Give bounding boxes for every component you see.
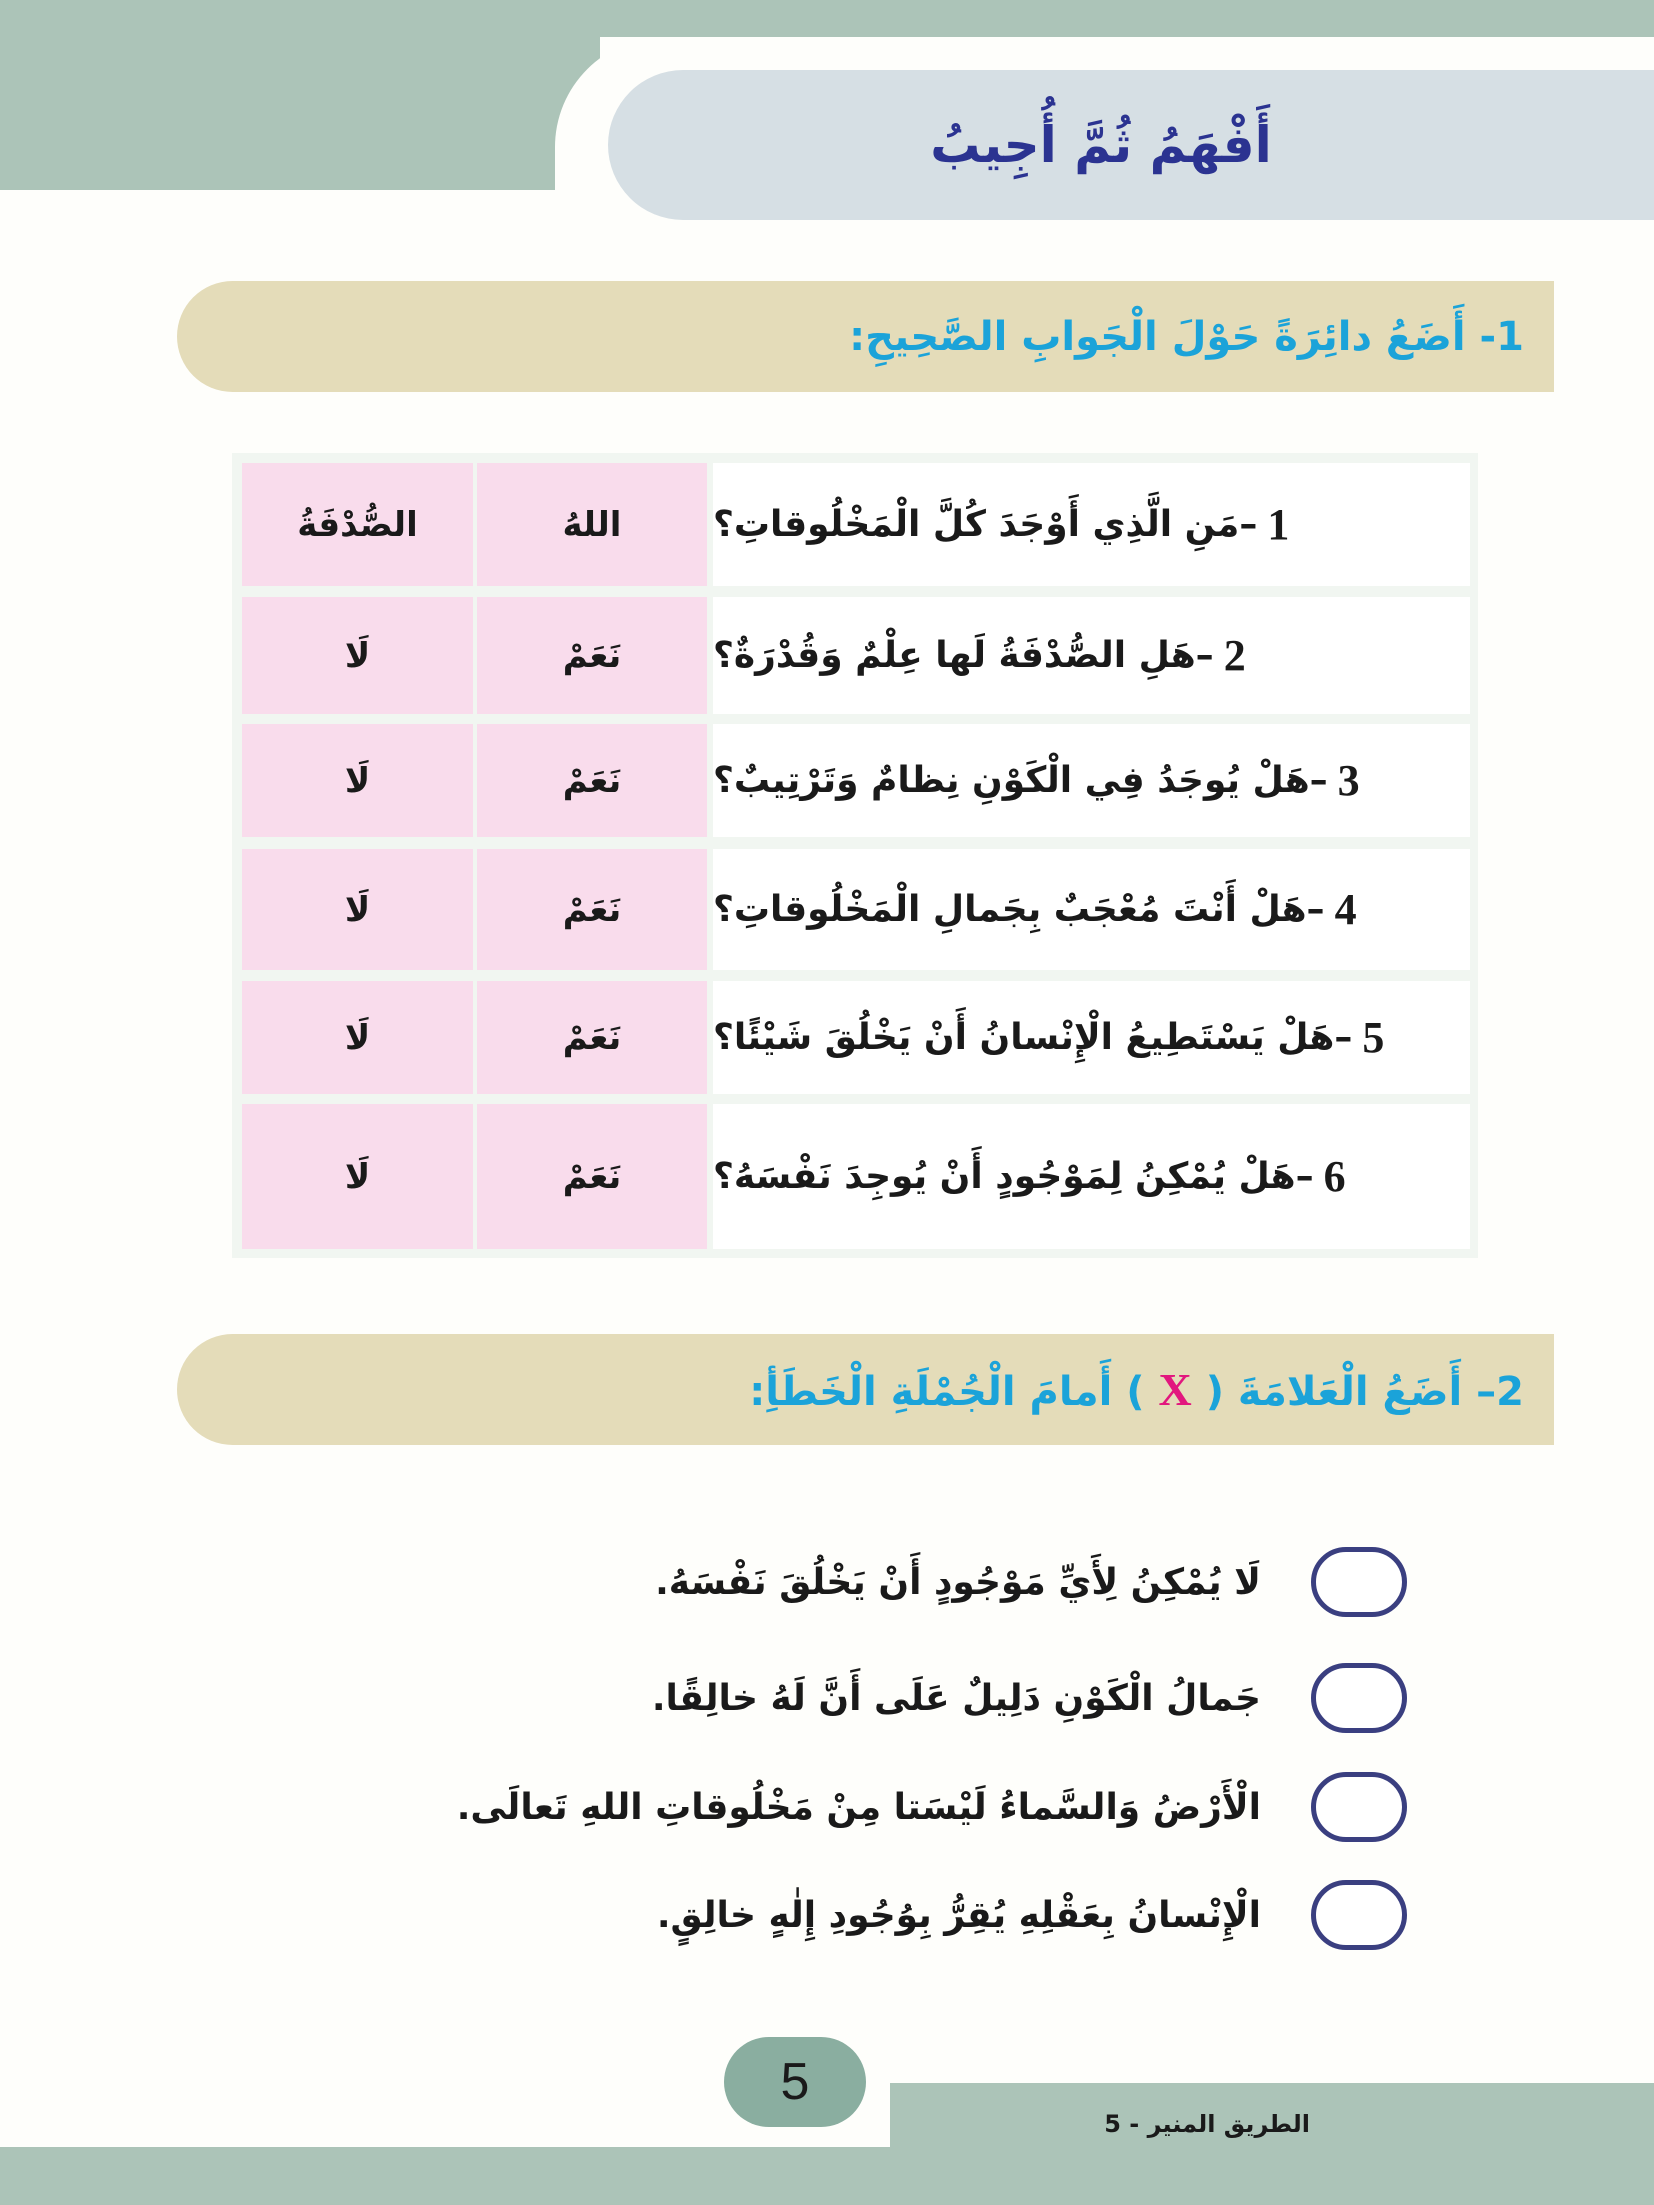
section2-number: 2– xyxy=(1476,1369,1524,1415)
question-number: 5 xyxy=(1362,1013,1385,1062)
page-title: أَفْهَمُ ثُمَّ أُجِيبُ xyxy=(930,116,1272,174)
section1-header-band xyxy=(177,281,1554,392)
section1-instruction-text: أَضَعُ دائِرَةً حَوْلَ الْجَوابِ الصَّحِيحِ: xyxy=(849,313,1466,360)
option-a-cell[interactable]: نَعَمْ xyxy=(477,849,707,970)
table-row xyxy=(242,724,1470,837)
statement-text: جَمالُ الْكَوْنِ دَلِيلٌ عَلَى أَنَّ لَهُ خالِقًا. xyxy=(651,1677,1261,1719)
option-a-cell[interactable]: نَعَمْ xyxy=(477,981,707,1094)
section2-instruction xyxy=(749,1363,1524,1416)
option-a-cell[interactable]: نَعَمْ xyxy=(477,1104,707,1249)
question-number: 6 xyxy=(1323,1152,1346,1201)
statement-text: الْأَرْضُ وَالسَّماءُ لَيْسَتا مِنْ مَخْلُوقاتِ اللهِ تَعالَى. xyxy=(456,1786,1261,1828)
option-b-cell[interactable]: لَا xyxy=(242,849,473,970)
statement-item xyxy=(400,1880,1407,1950)
table-row xyxy=(242,981,1470,1094)
book-title: الطريق المنير - 5 xyxy=(1104,2110,1310,2138)
option-b-cell[interactable]: لَا xyxy=(242,724,473,837)
question-cell xyxy=(713,463,1470,586)
question-text: –مَنِ الَّذِي أَوْجَدَ كُلَّ الْمَخْلُوقاتِ؟ xyxy=(713,504,1258,545)
table-row xyxy=(242,1104,1470,1249)
table-row xyxy=(242,597,1470,714)
question-text: –هَلِ الصُّدْفَةُ لَها عِلْمٌ وَقُدْرَةٌ؟ xyxy=(713,635,1214,676)
option-a-cell[interactable]: اللهُ xyxy=(477,463,707,586)
footer-band xyxy=(0,2147,1654,2205)
page-number-badge xyxy=(724,2037,866,2127)
question-cell xyxy=(713,1104,1470,1249)
question-text: –هَلْ يَسْتَطِيعُ الْإِنْسانُ أَنْ يَخْلُقَ شَيْئًا؟ xyxy=(713,1017,1353,1058)
question-cell xyxy=(713,597,1470,714)
section2-instruction-before: أَضَعُ الْعَلامَةَ ( xyxy=(1205,1369,1463,1415)
statement-item xyxy=(400,1547,1407,1617)
option-b-cell[interactable]: الصُّدْفَةُ xyxy=(242,463,473,586)
table-row xyxy=(242,463,1470,586)
section2-instruction-after: ) أَمامَ الْجُمْلَةِ الْخَطَأِ: xyxy=(749,1369,1145,1415)
header-title-pill xyxy=(608,70,1654,220)
statement-item xyxy=(400,1772,1407,1842)
question-number: 2 xyxy=(1223,631,1246,680)
question-number: 1 xyxy=(1267,500,1290,549)
question-number: 4 xyxy=(1334,885,1357,934)
statement-item xyxy=(400,1663,1407,1733)
question-text: –هَلْ أَنْتَ مُعْجَبٌ بِجَمالِ الْمَخْلُوقاتِ؟ xyxy=(713,889,1325,930)
section1-number: 1- xyxy=(1479,313,1524,360)
question-text: –هَلْ يُوجَدُ فِي الْكَوْنِ نِظامٌ وَتَرْتِيبٌ؟ xyxy=(713,760,1328,801)
question-cell xyxy=(713,849,1470,970)
answer-checkbox[interactable] xyxy=(1311,1772,1407,1842)
option-b-cell[interactable]: لَا xyxy=(242,981,473,1094)
header-left-block xyxy=(0,0,600,190)
question-text: –هَلْ يُمْكِنُ لِمَوْجُودٍ أَنْ يُوجِدَ نَفْسَهُ؟ xyxy=(713,1156,1314,1197)
option-a-cell[interactable]: نَعَمْ xyxy=(477,724,707,837)
table-row xyxy=(242,849,1470,970)
section2-header-band xyxy=(177,1334,1554,1445)
option-a-cell[interactable]: نَعَمْ xyxy=(477,597,707,714)
statement-text: لَا يُمْكِنُ لِأَيِّ مَوْجُودٍ أَنْ يَخْلُقَ نَفْسَهُ. xyxy=(655,1561,1261,1603)
question-number: 3 xyxy=(1337,756,1360,805)
answer-checkbox[interactable] xyxy=(1311,1547,1407,1617)
answer-checkbox[interactable] xyxy=(1311,1880,1407,1950)
x-mark-symbol: X xyxy=(1158,1364,1192,1415)
option-b-cell[interactable]: لَا xyxy=(242,1104,473,1249)
question-cell xyxy=(713,981,1470,1094)
option-b-cell[interactable]: لَا xyxy=(242,597,473,714)
section1-instruction xyxy=(849,314,1524,360)
page-number: 5 xyxy=(780,2053,810,2111)
statement-text: الْإِنْسانُ بِعَقْلِهِ يُقِرُّ بِوُجُودِ إِلٰهٍ خالِقٍ. xyxy=(656,1894,1261,1936)
answer-checkbox[interactable] xyxy=(1311,1663,1407,1733)
question-cell xyxy=(713,724,1470,837)
